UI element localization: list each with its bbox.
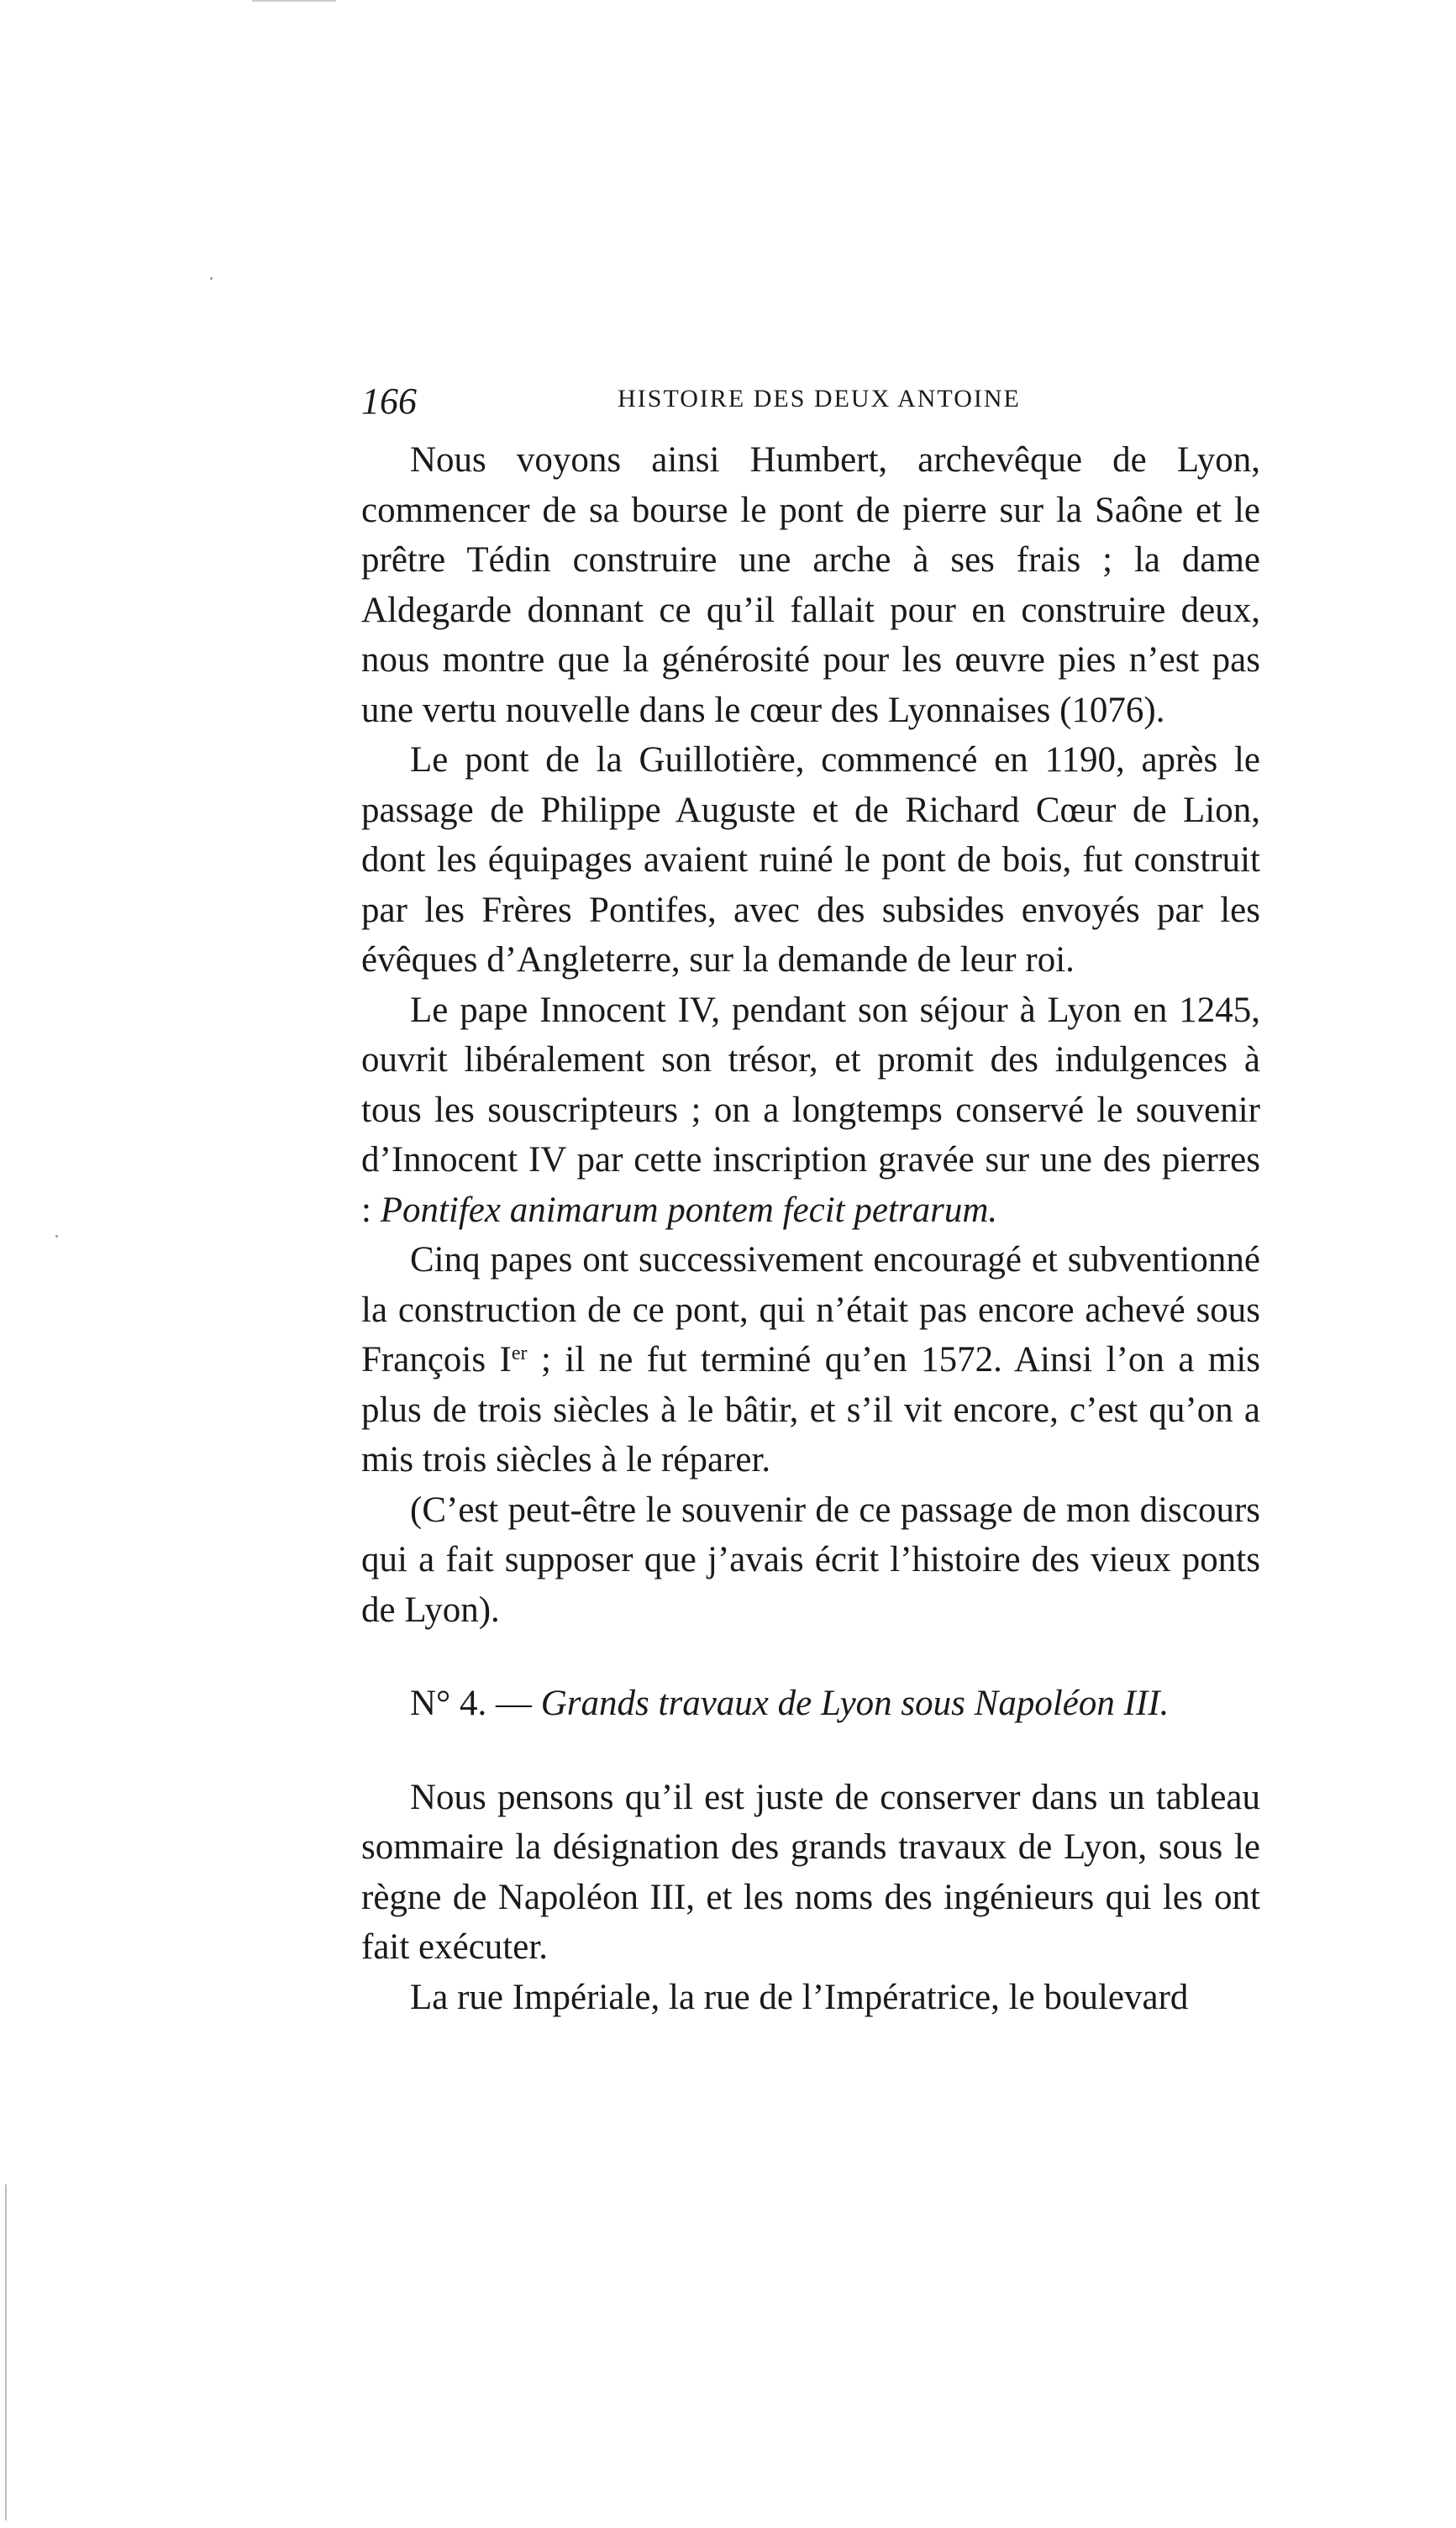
margin-speck [55,1235,58,1238]
scan-mark-top [302,0,336,2]
paragraph-grands-travaux: Nous pensons qu’il est juste de conserver dans un tableau sommaire la désignation des grands travaux de Lyon, sous le règne de Napoléon III, et les noms des ingénieurs qui les ont fait exécuter. [361,1777,1260,1967]
paragraph-innocent-text: Le pape Innocent IV, pendant son séjour à Lyon en 1245, ouvrit libéralement son trésor, et promit des indulgences à tous les souscripteurs ; on a longtemps conservé le souvenir d’Innocent IV par cette inscription gravée sur une des pierres : [361,990,1260,1230]
paragraph-humbert: Nous voyons ainsi Humbert, archevêque de Lyon, commencer de sa bourse le pont de pierre sur la Saône et le prêtre Tédin construire une arche à ses frais ; la dame Aldegarde donnant ce qu’il fallait pour en construire deux, nous montre que la générosité pour les œuvre pies n’est pas une vertu nouvelle dans le cœur des Lyonnaises (1076). [361,440,1260,730]
section-number: N° 4. — [410,1684,541,1723]
paragraph-popes-text-end: ; il ne fut terminé qu’en 1572. Ainsi l’on a mis plus de trois siècles à le bâtir, et s’il vit encore, c’est qu’on a mis trois siècles à le réparer. [361,1340,1261,1479]
body-text [361,435,1260,2022]
running-head [361,380,1277,430]
paragraph-rue-imperiale: La rue Impériale, la rue de l’Impératrice, le boulevard [410,1977,1189,2017]
page-number: 166 [361,381,417,422]
paragraph-popes-text: Cinq papes ont successivement encouragé et subventionné la construction de ce pont, qui n’était pas encore achevé sous François I [361,1240,1260,1380]
section-title: Grands travaux de Lyon sous Napoléon III. [540,1684,1170,1723]
superscript-er: er [511,1343,528,1364]
margin-mark [5,2184,7,2520]
paragraph-popes [361,1235,1260,1485]
paragraph-guillotiere: Le pont de la Guillotière, commencé en 1190, après le passage de Philippe Auguste et de Richard Cœur de Lion, dont les équipages avaient ruiné le pont de bois, fut construit par les Frères Pontifes, avec des subsides envoyés par les évêques d’Angleterre, sur la demande de leur roi. [361,740,1260,980]
margin-speck [210,277,213,280]
latin-inscription: Pontifex animarum pontem fecit petrarum. [380,1190,998,1230]
section-heading [361,1679,1260,1729]
paragraph-innocent [361,985,1260,1236]
running-title: HISTOIRE DES DEUX ANTOINE [618,385,1021,413]
paragraph-note: (C’est peut-être le souvenir de ce passage de mon discours qui a fait supposer que j’avais écrit l’histoire des vieux ponts de Lyon). [361,1490,1260,1630]
